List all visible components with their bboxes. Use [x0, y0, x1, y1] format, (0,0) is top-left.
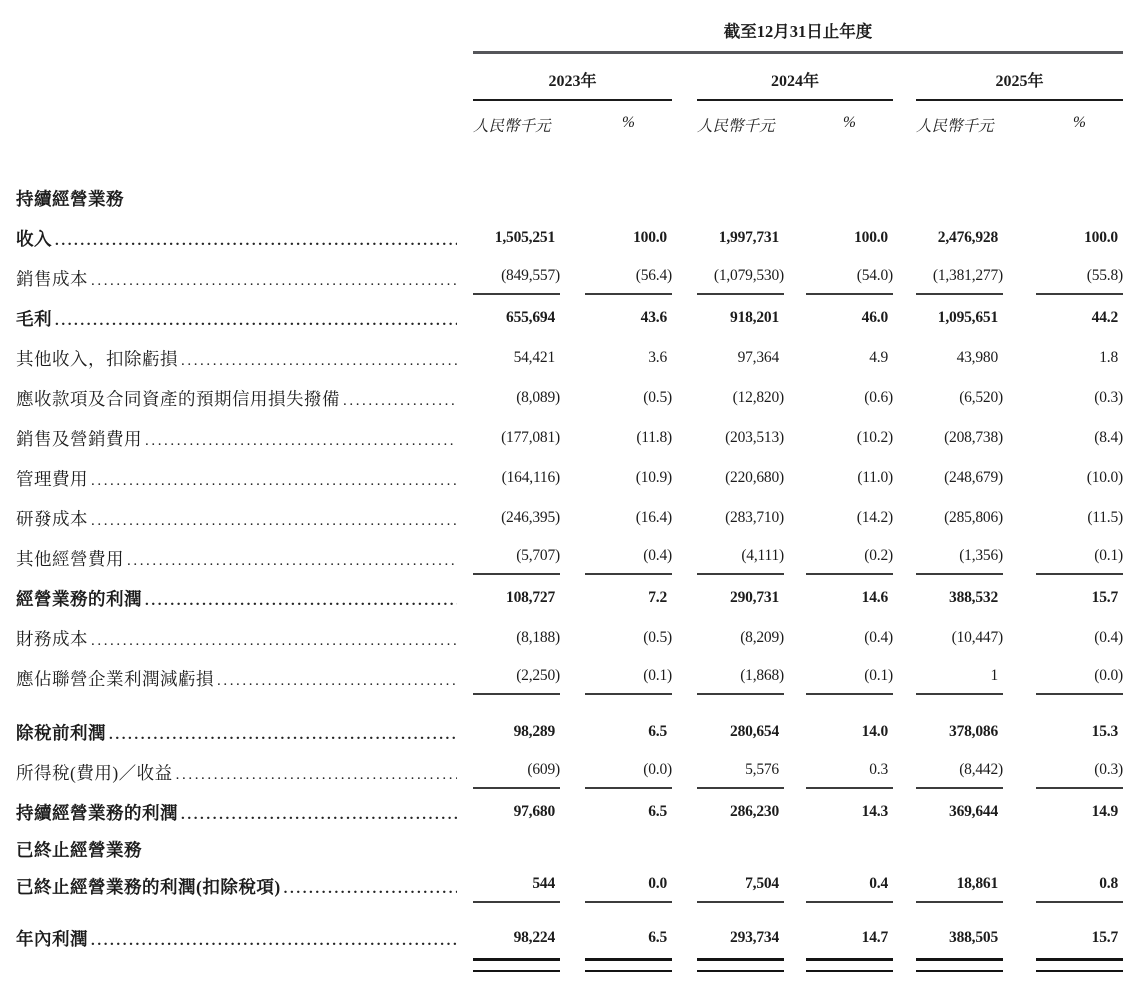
amount-cell-2025: 369,644 [949, 803, 998, 820]
period-header: 截至12月31日止年度 [473, 18, 1123, 54]
dot-leader [91, 933, 457, 950]
amount-cell-2024: 5,576 [697, 752, 784, 789]
row-label: 應收款項及合同資產的預期信用損失撥備 [16, 388, 340, 409]
pct-cell-2025: (11.5) [1087, 509, 1123, 526]
amount-cell-2023: (5,707) [473, 538, 560, 575]
row-label: 年內利潤 [16, 928, 88, 949]
table-row [16, 218, 1123, 258]
dot-leader [91, 513, 457, 530]
amount-cell-2025: (1,356) [916, 538, 1003, 575]
pct-cell-2024: 14.3 [861, 803, 888, 820]
row-label: 其他經營費用 [16, 548, 124, 569]
row-label: 已終止經營業務 [16, 839, 142, 860]
amount-cell-2024: (220,680) [725, 469, 784, 486]
amount-cell-2025: (8,442) [916, 752, 1003, 789]
pct-cell-2025: 44.2 [1091, 309, 1118, 326]
amount-unit-header-2025: 人民幣千元 [916, 118, 994, 135]
dot-leader [176, 767, 457, 784]
amount-cell-2025: 18,861 [916, 866, 1003, 903]
dot-leader [91, 473, 457, 490]
amount-cell-2024: (8,209) [740, 629, 784, 646]
pct-cell-2024: (11.0) [857, 469, 893, 486]
table-row [16, 538, 1123, 578]
amount-cell-2023: 54,421 [513, 349, 555, 366]
amount-cell-2023: (177,081) [501, 429, 560, 446]
pct-cell-2023: (0.4) [585, 538, 672, 575]
row-label: 除稅前利潤 [16, 722, 106, 743]
amount-cell-2024: 286,230 [730, 803, 779, 820]
row-label-cell [16, 760, 457, 785]
pct-cell-2025: 15.3 [1091, 723, 1118, 740]
year-label-2023: 2023年 [473, 68, 672, 101]
amount-cell-2024: (203,513) [725, 429, 784, 446]
row-label-cell [16, 666, 457, 691]
dot-leader [55, 233, 457, 250]
pct-cell-2025: (8.4) [1094, 429, 1123, 446]
amount-cell-2023: (2,250) [473, 658, 560, 695]
row-label: 持續經營業務 [16, 188, 124, 209]
double-rule [1036, 958, 1123, 972]
row-label-cell [16, 586, 457, 611]
pct-cell-2024: (0.6) [864, 389, 893, 406]
pct-cell-2024: (0.1) [806, 658, 893, 695]
pct-cell-2025: 15.7 [1091, 929, 1118, 946]
pct-cell-2023: 3.6 [648, 349, 667, 366]
pct-cell-2025: 0.8 [1036, 866, 1123, 903]
pct-cell-2023: 0.0 [585, 866, 672, 903]
amount-cell-2024: 97,364 [737, 349, 779, 366]
amount-cell-2025: (208,738) [944, 429, 1003, 446]
table-row [16, 792, 1123, 832]
pct-cell-2023: 43.6 [640, 309, 667, 326]
amount-cell-2023: 98,224 [513, 929, 555, 946]
pct-cell-2024: 0.3 [806, 752, 893, 789]
row-label-cell [16, 386, 457, 411]
dot-leader [217, 673, 457, 690]
amount-cell-2025: 1,095,651 [937, 309, 998, 326]
pct-cell-2024: 14.7 [861, 929, 888, 946]
pct-cell-2025: (55.8) [1036, 258, 1123, 295]
row-label-cell [16, 226, 457, 251]
table-row [16, 418, 1123, 458]
row-label-cell [16, 346, 457, 371]
amount-cell-2024: 280,654 [730, 723, 779, 740]
amount-cell-2023: (849,557) [473, 258, 560, 295]
pct-cell-2024: 46.0 [861, 309, 888, 326]
dot-leader [181, 807, 457, 824]
amount-cell-2025: 43,980 [956, 349, 998, 366]
row-label-cell [16, 426, 457, 451]
amount-cell-2024: 918,201 [730, 309, 779, 326]
double-rule [916, 958, 1003, 972]
table-row [16, 866, 1123, 906]
year-header-row [16, 68, 1123, 101]
pct-cell-2023: (56.4) [585, 258, 672, 295]
row-label-cell [16, 186, 457, 211]
amount-cell-2023: 1,505,251 [494, 229, 555, 246]
row-label: 持續經營業務的利潤 [16, 802, 178, 823]
row-label: 其他收入，扣除虧損 [16, 348, 178, 369]
pct-cell-2025: (0.3) [1036, 752, 1123, 789]
amount-cell-2025: (10,447) [951, 629, 1003, 646]
double-rule [585, 958, 672, 972]
amount-cell-2024: (1,079,530) [697, 258, 784, 295]
pct-cell-2025: (0.1) [1036, 538, 1123, 575]
table-row [16, 378, 1123, 418]
table-row [16, 298, 1123, 338]
amount-cell-2025: (1,381,277) [916, 258, 1003, 295]
row-label-cell [16, 546, 457, 571]
dot-leader [181, 353, 457, 370]
amount-unit-header-2024: 人民幣千元 [697, 118, 775, 135]
amount-cell-2023: (8,089) [516, 389, 560, 406]
pct-cell-2025: 15.7 [1091, 589, 1118, 606]
amount-unit-header-2023: 人民幣千元 [473, 118, 551, 135]
table-body [16, 178, 1123, 970]
pct-cell-2025: (10.0) [1086, 469, 1123, 486]
amount-cell-2024: (4,111) [697, 538, 784, 575]
pct-cell-2023: (16.4) [635, 509, 672, 526]
pct-cell-2023: 6.5 [648, 929, 667, 946]
amount-cell-2024: 290,731 [730, 589, 779, 606]
dot-leader [145, 593, 457, 610]
amount-cell-2025: (6,520) [959, 389, 1003, 406]
row-label-cell [16, 466, 457, 491]
pct-cell-2023: (0.5) [643, 389, 672, 406]
row-label-cell [16, 837, 457, 862]
pct-cell-2023: 6.5 [648, 723, 667, 740]
pct-cell-2025: 14.9 [1091, 803, 1118, 820]
row-label: 所得稅(費用)／收益 [16, 762, 173, 783]
row-label-cell [16, 720, 457, 745]
amount-cell-2025: 1 [916, 658, 1003, 695]
pct-cell-2024: (10.2) [856, 429, 893, 446]
pct-cell-2024: 4.9 [869, 349, 888, 366]
amount-cell-2024: (12,820) [732, 389, 784, 406]
dot-leader [109, 727, 457, 744]
pct-cell-2024: (14.2) [856, 509, 893, 526]
amount-cell-2024: (283,710) [725, 509, 784, 526]
table-row [16, 712, 1123, 752]
amount-cell-2024: 293,734 [730, 929, 779, 946]
amount-cell-2023: (8,188) [516, 629, 560, 646]
row-label: 財務成本 [16, 628, 88, 649]
table-row [16, 178, 1123, 218]
amount-cell-2023: (164,116) [501, 469, 560, 486]
row-label-cell [16, 626, 457, 651]
pct-cell-2024: 14.0 [861, 723, 888, 740]
percent-header-2025: % [1073, 114, 1086, 131]
row-label: 已終止經營業務的利潤(扣除稅項) [16, 876, 281, 897]
table-row [16, 498, 1123, 538]
row-label-cell [16, 506, 457, 531]
double-rule [473, 958, 560, 972]
row-label: 經營業務的利潤 [16, 588, 142, 609]
pct-cell-2024: (0.2) [806, 538, 893, 575]
dot-leader [343, 393, 457, 410]
row-label-cell [16, 800, 457, 825]
double-rule [806, 958, 893, 972]
table-row [16, 618, 1123, 658]
amount-cell-2023: 98,289 [513, 723, 555, 740]
total-double-rule-row [16, 958, 1123, 970]
dot-leader [91, 273, 457, 290]
pct-cell-2025: (0.0) [1036, 658, 1123, 695]
row-label-cell [16, 926, 457, 951]
amount-cell-2024: (1,868) [697, 658, 784, 695]
double-rule [697, 958, 784, 972]
pct-cell-2023: (10.9) [635, 469, 672, 486]
row-label: 收入 [16, 228, 52, 249]
amount-cell-2023: (246,395) [501, 509, 560, 526]
row-label: 應佔聯營企業利潤減虧損 [16, 668, 214, 689]
column-subheader-row [16, 114, 1123, 136]
row-label: 銷售及營銷費用 [16, 428, 142, 449]
year-label-2025: 2025年 [916, 68, 1123, 101]
row-label-cell [16, 874, 457, 899]
amount-cell-2025: (248,679) [944, 469, 1003, 486]
pct-cell-2023: 6.5 [648, 803, 667, 820]
row-label: 銷售成本 [16, 268, 88, 289]
row-label-cell [16, 306, 457, 331]
amount-cell-2025: 2,476,928 [937, 229, 998, 246]
pct-cell-2023: 7.2 [648, 589, 667, 606]
table-row [16, 752, 1123, 792]
pct-cell-2024: 0.4 [806, 866, 893, 903]
pct-cell-2023: (0.5) [643, 629, 672, 646]
dot-leader [127, 553, 457, 570]
year-label-2024: 2024年 [697, 68, 893, 101]
percent-header-2023: % [622, 114, 635, 131]
amount-cell-2023: 544 [473, 866, 560, 903]
row-label: 研發成本 [16, 508, 88, 529]
table-row [16, 918, 1123, 958]
pct-cell-2025: (0.3) [1094, 389, 1123, 406]
pct-cell-2025: 1.8 [1099, 349, 1118, 366]
pct-cell-2024: 100.0 [854, 229, 888, 246]
table-header [16, 18, 1123, 54]
table-row [16, 832, 1123, 866]
dot-leader [55, 313, 457, 330]
pct-cell-2025: (0.4) [1094, 629, 1123, 646]
pct-cell-2024: 14.6 [861, 589, 888, 606]
pct-cell-2023: (0.1) [585, 658, 672, 695]
amount-cell-2025: 378,086 [949, 723, 998, 740]
amount-cell-2025: 388,532 [949, 589, 998, 606]
pct-cell-2023: (11.8) [636, 429, 672, 446]
table-row [16, 458, 1123, 498]
amount-cell-2023: 655,694 [506, 309, 555, 326]
table-row [16, 338, 1123, 378]
amount-cell-2023: 108,727 [506, 589, 555, 606]
row-label-cell [16, 266, 457, 291]
dot-leader [145, 433, 457, 450]
amount-cell-2023: (609) [473, 752, 560, 789]
percent-header-2024: % [843, 114, 856, 131]
pct-cell-2024: (0.4) [864, 629, 893, 646]
dot-leader [284, 881, 457, 898]
pct-cell-2023: (0.0) [585, 752, 672, 789]
amount-cell-2025: 388,505 [949, 929, 998, 946]
amount-cell-2023: 97,680 [513, 803, 555, 820]
table-row [16, 658, 1123, 698]
amount-cell-2024: 7,504 [697, 866, 784, 903]
row-label: 管理費用 [16, 468, 88, 489]
table-row [16, 578, 1123, 618]
row-label: 毛利 [16, 308, 52, 329]
amount-cell-2024: 1,997,731 [718, 229, 779, 246]
amount-cell-2025: (285,806) [944, 509, 1003, 526]
dot-leader [91, 633, 457, 650]
pct-cell-2023: 100.0 [633, 229, 667, 246]
pct-cell-2024: (54.0) [806, 258, 893, 295]
pct-cell-2025: 100.0 [1084, 229, 1118, 246]
table-row [16, 258, 1123, 298]
